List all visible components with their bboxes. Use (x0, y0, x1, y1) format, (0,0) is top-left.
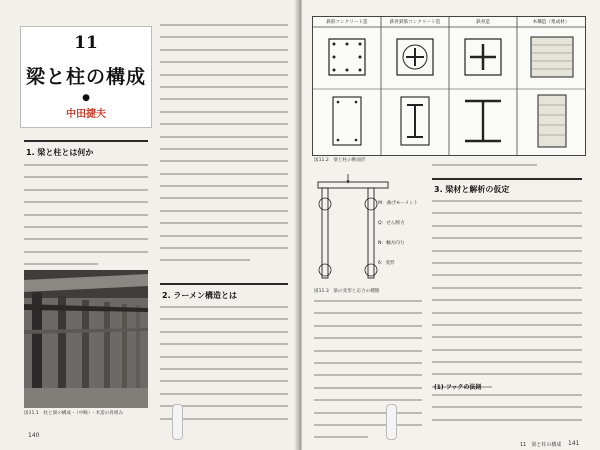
body-text-column-right (160, 24, 288, 272)
diagram-label-d: δ：変形 (378, 261, 395, 266)
page-holder-right (386, 404, 397, 440)
chapter-title: 梁と柱の構成 (25, 66, 146, 88)
section1-rule (24, 140, 148, 142)
subsection-body-text (432, 394, 582, 431)
section3-body-text (432, 200, 582, 398)
right-body-text-right-col (432, 164, 582, 176)
chapter-number: 11 (74, 33, 98, 53)
diagram-label-m: M：曲げモーメント (378, 201, 417, 206)
right-page-number: 141 (568, 440, 580, 447)
figure-header-rc: 鉄筋コンクリート造 (326, 20, 368, 25)
page-holder-left (172, 404, 183, 440)
subsection-heading: (1) フックの法則 (434, 384, 482, 391)
chapter-bullet: ● (82, 93, 90, 103)
section3-rule (432, 178, 582, 180)
diagram-caption: 図11.3 梁の変形と応力の種類 (314, 289, 380, 294)
figure-caption: 図11.2 梁と柱の断面形 (314, 158, 366, 163)
left-page-number: 140 (28, 432, 40, 439)
photo-caption: 図11.1 柱と梁の構成 -（中略）- 木造の骨組み (24, 411, 124, 416)
diagram-label-n: N：軸方向力 (378, 241, 405, 246)
chapter-title-box (20, 26, 152, 128)
running-head: 11 梁と柱の構成 (520, 442, 562, 448)
section2-rule (160, 283, 288, 285)
diagram-label-q: Q：せん断力 (378, 221, 405, 226)
right-body-text-left-col (314, 300, 422, 449)
left-page (0, 0, 298, 450)
beam-column-diagram (312, 174, 417, 284)
section1-heading: 1. 梁と柱とは何か (26, 148, 94, 157)
figure-header-steel: 鉄骨造 (476, 20, 490, 25)
cross-section-figure (312, 16, 586, 156)
timber-structure-photo (24, 270, 148, 408)
body-text-column-left (24, 164, 148, 276)
figure-header-timber: 木構造（集成材） (532, 20, 570, 25)
figure-header-src: 鉄骨鉄筋コンクリート造 (389, 20, 441, 25)
chapter-author: 中田捷夫 (66, 109, 106, 120)
section3-heading: 3. 梁材と解析の仮定 (434, 185, 510, 194)
section2-heading: 2. ラーメン構造とは (162, 291, 237, 300)
